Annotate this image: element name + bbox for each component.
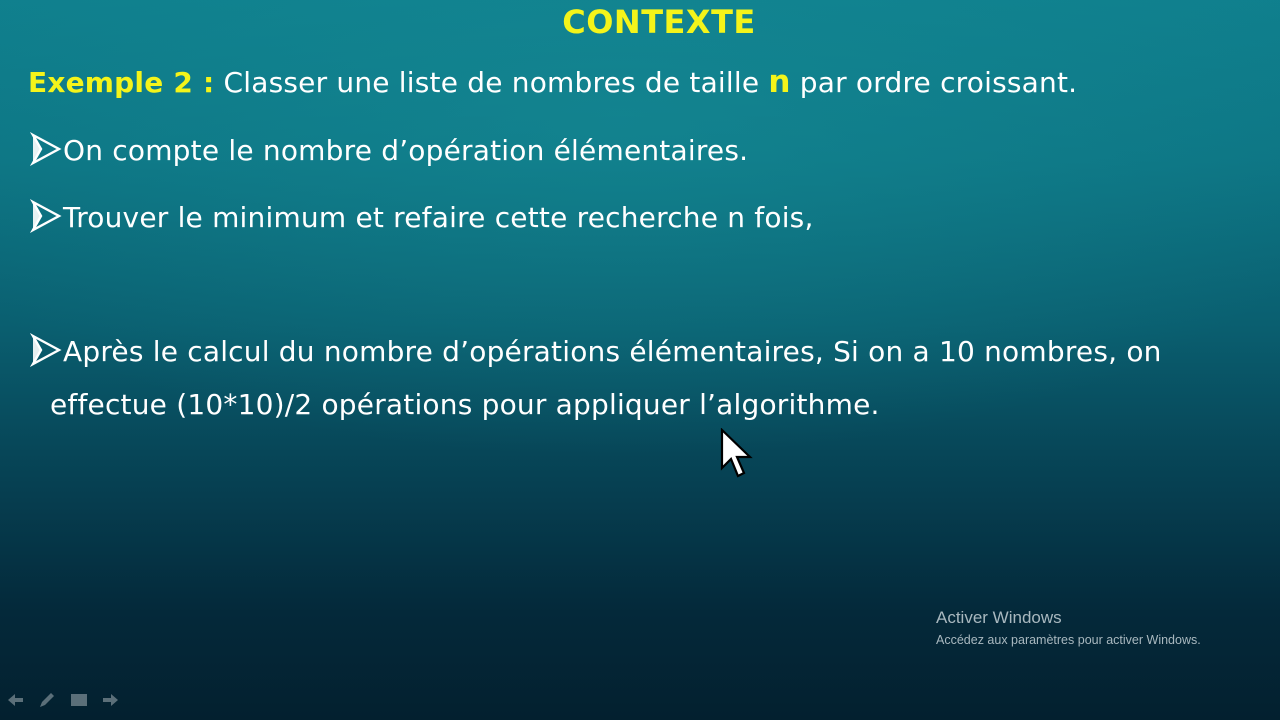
previous-slide-icon[interactable]	[4, 690, 26, 710]
bullet-text-1: On compte le nombre d’opération élémentaires.	[63, 134, 749, 167]
pen-icon[interactable]	[36, 690, 58, 710]
example-variable: n	[768, 64, 791, 100]
arrow-bullet-icon	[30, 333, 62, 367]
slides-menu-icon[interactable]	[68, 690, 90, 710]
bullet-text-3: Après le calcul du nombre d’opérations élémentaires, Si on a 10 nombres, on	[63, 335, 1162, 368]
example-text-before: Classer une liste de nombres de taille	[214, 66, 769, 99]
next-slide-icon[interactable]	[100, 690, 122, 710]
mouse-pointer-icon	[720, 428, 754, 482]
bullet-text-3-continuation: effectue (10*10)/2 opérations pour appliquer l’algorithme.	[50, 388, 880, 421]
arrow-bullet-icon	[30, 199, 62, 233]
example-text-after: par ordre croissant.	[790, 66, 1078, 99]
slideshow-controls	[4, 690, 122, 710]
activation-watermark-title: Activer Windows	[936, 608, 1062, 627]
example-line	[28, 64, 1077, 100]
activation-watermark-subtitle: Accédez aux paramètres pour activer Windows.	[936, 633, 1201, 647]
arrow-bullet-icon	[30, 132, 62, 166]
bullet-text-2: Trouver le minimum et refaire cette recherche n fois,	[63, 201, 814, 234]
example-label: Exemple 2 :	[28, 66, 215, 99]
slide-title: CONTEXTE	[562, 3, 756, 41]
